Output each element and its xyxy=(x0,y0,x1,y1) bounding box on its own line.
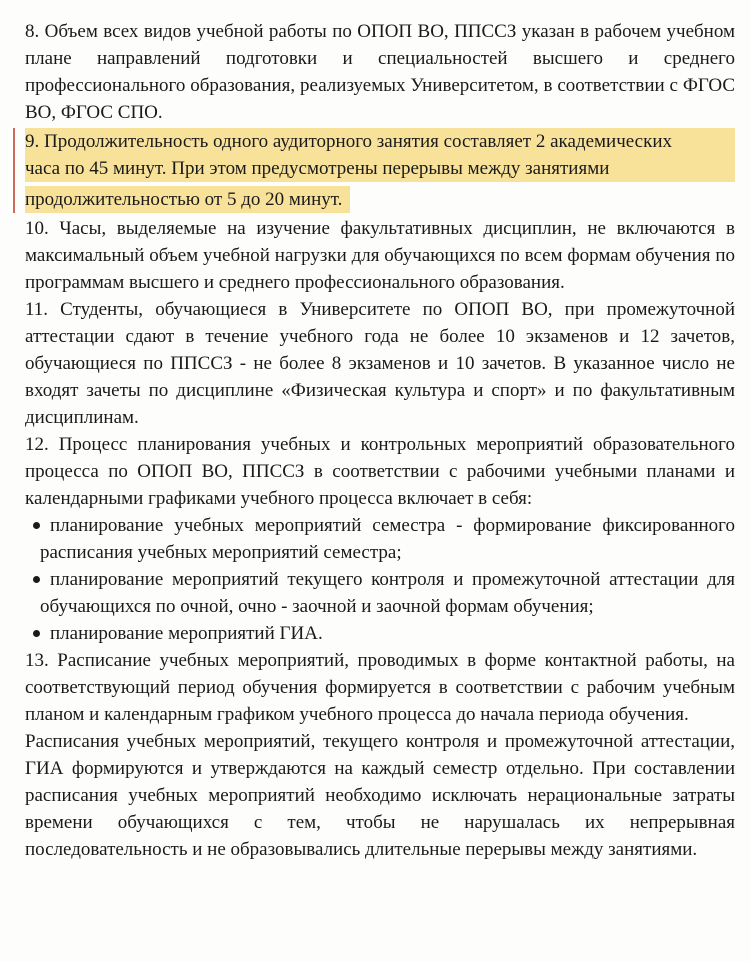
highlighted-paragraph-9 xyxy=(13,128,735,213)
list-item-semester-planning: планирование учебных мероприятий семестра - формирование фиксированного расписания учебных мероприятий семестра; xyxy=(25,512,735,566)
highlight-line-2: часа по 45 минут. При этом предусмотрены перерывы между занятиями xyxy=(25,155,735,182)
highlight-line-3: продолжительностью от 5 до 20 минут. xyxy=(25,186,350,213)
planning-list xyxy=(25,512,735,647)
highlight-line-1: 9. Продолжительность одного аудиторного занятия составляет 2 академических xyxy=(25,128,735,155)
paragraph-13: 13. Расписание учебных мероприятий, проводимых в форме контактной работы, на соответствующий период обучения формируется в соответствии с рабочим учебным планом и календарным графиком учебного процесса до начала периода обучения. xyxy=(25,650,735,725)
list-item-control-planning: планирование мероприятий текущего контроля и промежуточной аттестации для обучающихся по очной, очно - заочной и заочной формам обучения; xyxy=(25,566,735,620)
paragraph-10: 10. Часы, выделяемые на изучение факультативных дисциплин, не включаются в максимальный объем учебной нагрузки для обучающихся по всем формам обучения по программам высшего и среднего профессионального образования. xyxy=(25,218,735,293)
list-item-gia-planning: планирование мероприятий ГИА. xyxy=(25,620,735,647)
paragraph-8: 8. Объем всех видов учебной работы по ОПОП ВО, ППССЗ указан в рабочем учебном плане направлений подготовки и специальностей высшего и среднего профессионального образования, реализуемых Университетом, в соответствии с ФГОС ВО, ФГОС СПО. xyxy=(25,21,735,123)
paragraph-11: 11. Студенты, обучающиеся в Университете по ОПОП ВО, при промежуточной аттестации сдают в течение учебного года не более 10 экзаменов и 12 зачетов, обучающиеся по ППССЗ - не более 8 экзаменов и 10 зачетов. В указанное число не входят зачеты по дисциплине «Физическая культура и спорт» и по факультативным дисциплинам. xyxy=(25,299,735,428)
paragraph-12: 12. Процесс планирования учебных и контрольных мероприятий образовательного процесса по ОПОП ВО, ППССЗ в соответствии с рабочими учебными планами и календарными графиками учебного процесса включает в себя: xyxy=(25,434,735,509)
paragraph-14: Расписания учебных мероприятий, текущего контроля и промежуточной аттестации, ГИА формируются и утверждаются на каждый семестр отдельно. При составлении расписания учебных мероприятий необходимо исключать нерациональные затраты времени обучающихся с тем, чтобы не нарушалась их непрерывная последовательность и не образовывались длительные перерывы между занятиями. xyxy=(25,731,735,860)
